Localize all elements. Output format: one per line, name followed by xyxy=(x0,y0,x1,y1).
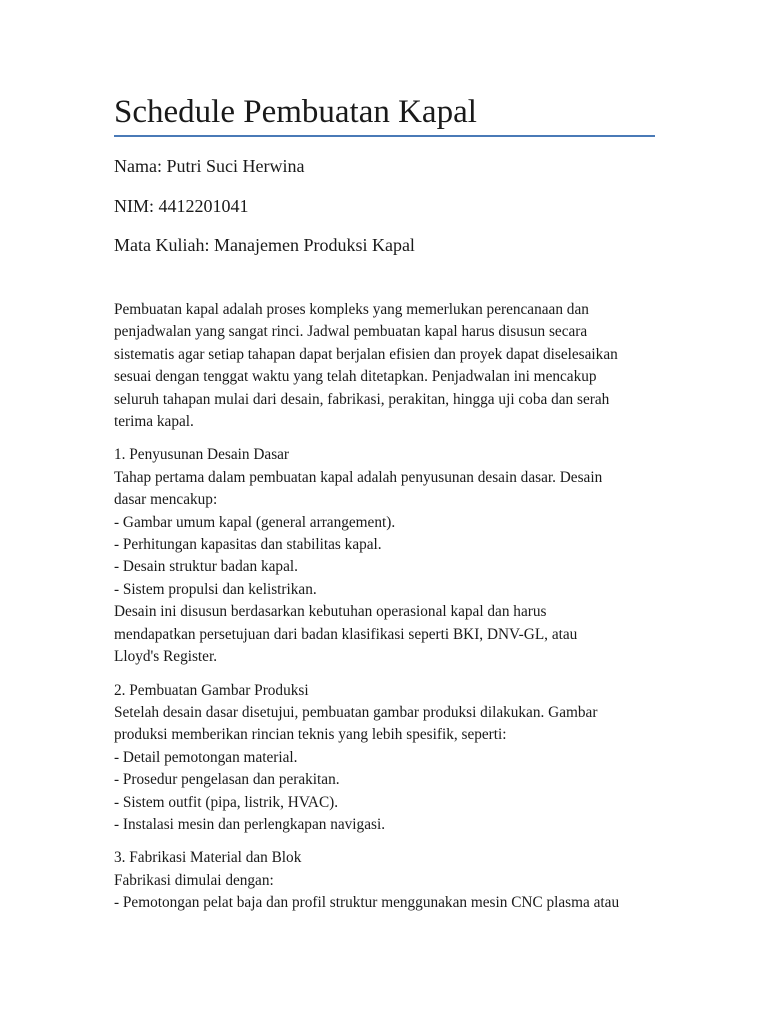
text-line: sesuai dengan tenggat waktu yang telah ditetapkan. Penjadwalan ini mencakup xyxy=(114,368,597,386)
course-name: Mata Kuliah: Manajemen Produksi Kapal xyxy=(114,235,415,255)
list-item: - Instalasi mesin dan perlengkapan navigasi. xyxy=(114,815,386,833)
list-item: - Gambar umum kapal (general arrangement). xyxy=(114,513,396,531)
title-underline xyxy=(114,135,655,137)
document-title: Schedule Pembuatan Kapal xyxy=(114,94,477,130)
list-item: - Detail pemotongan material. xyxy=(114,748,298,766)
text-line: penjadwalan yang sangat rinci. Jadwal pembuatan kapal harus disusun secara xyxy=(114,323,588,341)
text-line: Setelah desain dasar disetujui, pembuatan gambar produksi dilakukan. Gambar xyxy=(114,703,598,721)
text-line: Pembuatan kapal adalah proses kompleks yang memerlukan perencanaan dan xyxy=(114,301,589,318)
text-line: produksi memberikan rincian teknis yang lebih spesifik, seperti: xyxy=(114,726,507,744)
section-gambar-produksi xyxy=(114,680,659,837)
author-name: Nama: Putri Suci Herwina xyxy=(114,156,305,176)
student-id: NIM: 4412201041 xyxy=(114,196,249,216)
list-item: - Desain struktur badan kapal. xyxy=(114,558,298,576)
section-heading: 3. Fabrikasi Material dan Blok xyxy=(114,849,302,867)
text-line: Fabrikasi dimulai dengan: xyxy=(114,871,274,889)
text-line: mendapatkan persetujuan dari badan klasifikasi seperti BKI, DNV-GL, atau xyxy=(114,625,578,643)
list-item: - Sistem outfit (pipa, listrik, HVAC). xyxy=(114,793,339,811)
list-item: - Perhitungan kapasitas dan stabilitas kapal. xyxy=(114,536,382,554)
section-fabrikasi xyxy=(114,847,659,914)
text-line: dasar mencakup: xyxy=(114,491,218,509)
list-item: - Sistem propulsi dan kelistrikan. xyxy=(114,580,317,598)
document-page xyxy=(114,92,659,915)
text-line: terima kapal. xyxy=(114,413,194,431)
text-line: Desain ini disusun berdasarkan kebutuhan operasional kapal dan harus xyxy=(114,603,547,621)
text-line: seluruh tahapan mulai dari desain, fabrikasi, perakitan, hingga uji coba dan serah xyxy=(114,390,610,408)
section-heading: 2. Pembuatan Gambar Produksi xyxy=(114,681,309,699)
intro-paragraph xyxy=(114,299,659,433)
text-line: Tahap pertama dalam pembuatan kapal adalah penyusunan desain dasar. Desain xyxy=(114,468,603,486)
list-item: - Pemotongan pelat baja dan profil struktur menggunakan mesin CNC plasma atau xyxy=(114,894,620,912)
section-heading: 1. Penyusunan Desain Dasar xyxy=(114,446,290,464)
text-line: Lloyd's Register. xyxy=(114,648,218,666)
text-line: sistematis agar setiap tahapan dapat berjalan efisien dan proyek dapat diselesaikan xyxy=(114,345,618,363)
list-item: - Prosedur pengelasan dan perakitan. xyxy=(114,771,340,789)
section-desain-dasar xyxy=(114,444,659,668)
